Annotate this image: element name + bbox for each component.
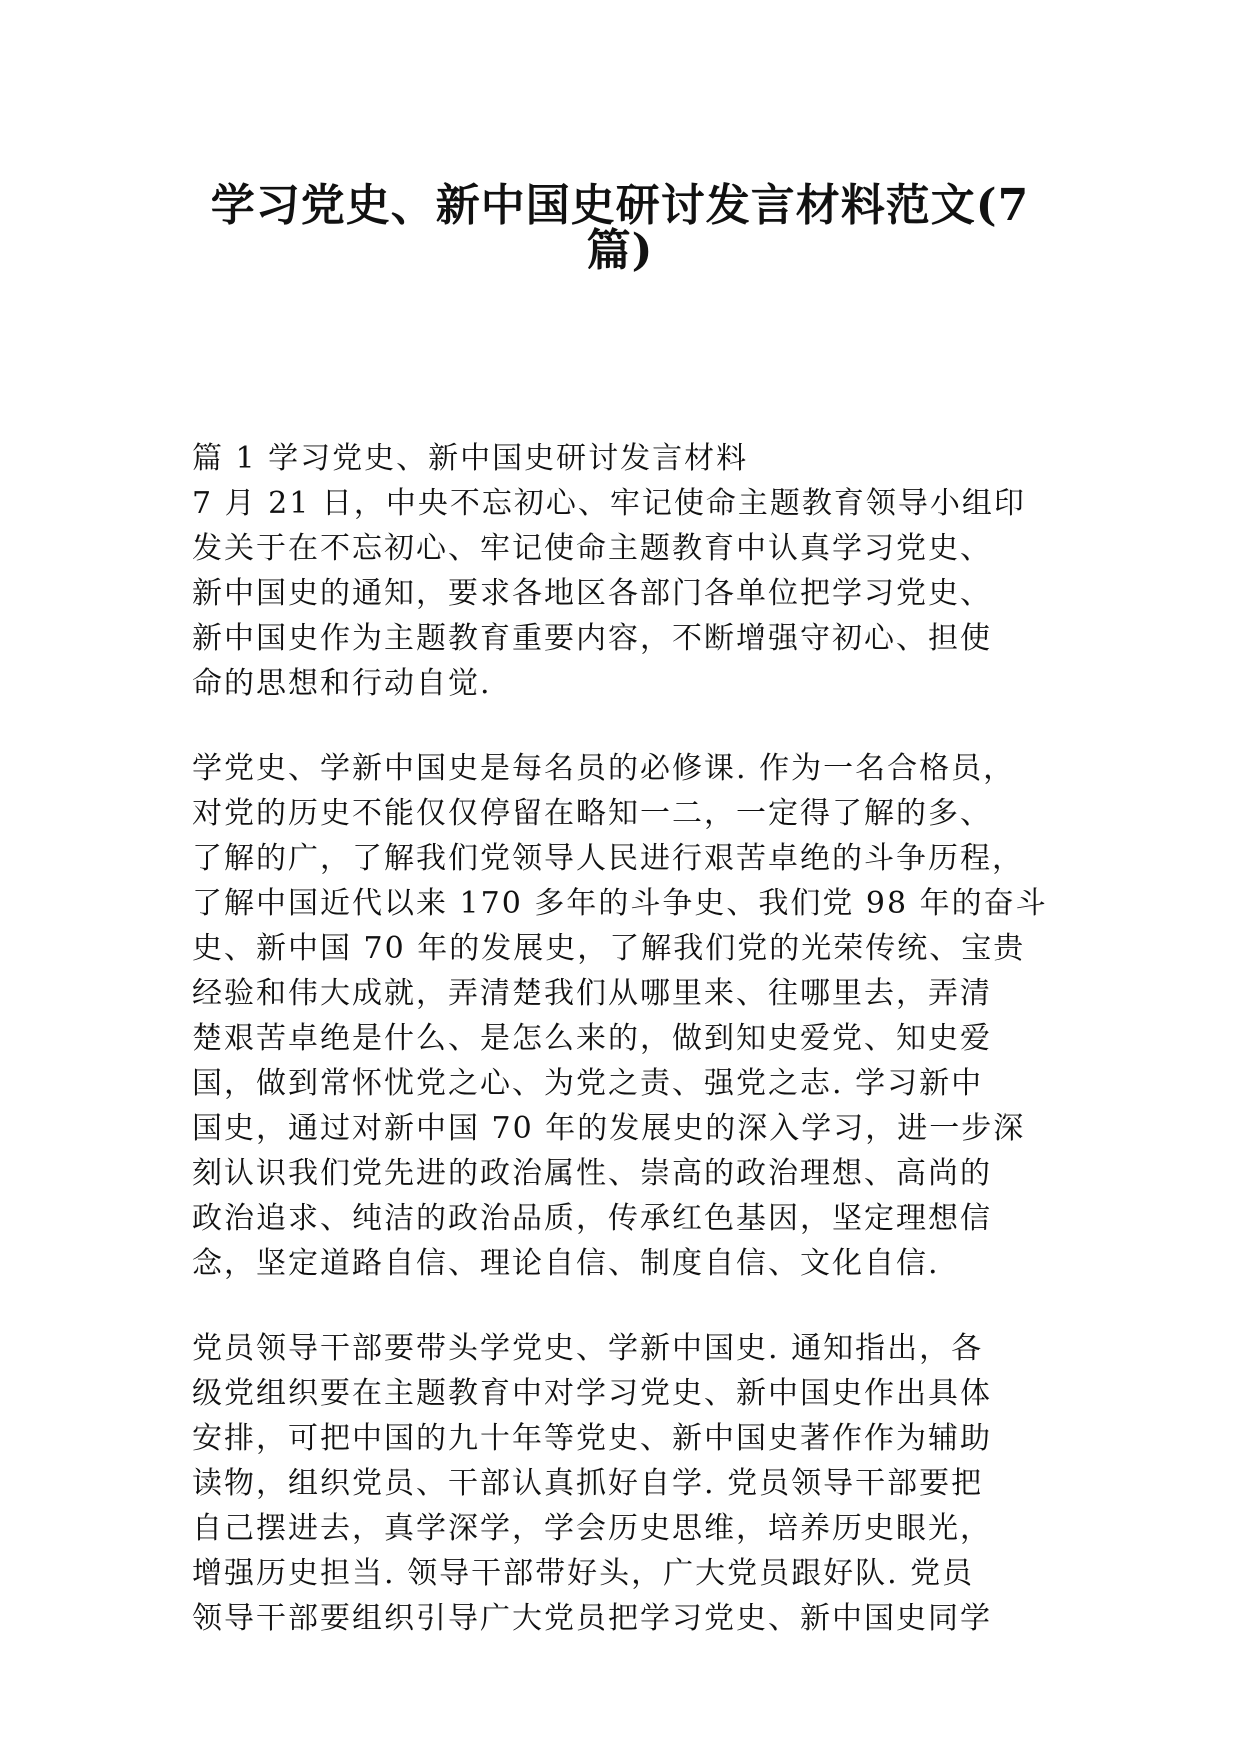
paragraph-line: 政治追求、纯洁的政治品质，传承红色基因，坚定理想信	[192, 1201, 992, 1236]
paragraph-line: 学党史、学新中国史是每名员的必修课. 作为一名合格员，	[192, 751, 1016, 786]
paragraph-line: 领导干部要组织引导广大党员把学习党史、新中国史同学	[192, 1601, 992, 1636]
paragraph-line: 级党组织要在主题教育中对学习党史、新中国史作出具体	[192, 1376, 992, 1411]
paragraph-line: 国史，通过对新中国 70 年的发展史的深入学习，进一步深	[192, 1111, 1026, 1146]
paragraph-line: 发关于在不忘初心、牢记使命主题教育中认真学习党史、	[192, 531, 992, 566]
paragraph-line: 自己摆进去，真学深学，学会历史思维，培养历史眼光，	[192, 1511, 992, 1546]
document-title-line-1: 学习党史、新中国史研讨发言材料范文(7	[210, 180, 1030, 231]
paragraph-line: 新中国史的通知，要求各地区各部门各单位把学习党史、	[192, 576, 992, 611]
paragraph-line: 经验和伟大成就，弄清楚我们从哪里来、往哪里去，弄清	[192, 976, 992, 1011]
paragraph-line: 命的思想和行动自觉.	[192, 666, 492, 701]
paragraph-line: 史、新中国 70 年的发展史，了解我们党的光荣传统、宝贵	[192, 931, 1026, 966]
paragraph-line: 念，坚定道路自信、理论自信、制度自信、文化自信.	[192, 1246, 940, 1281]
paragraph-line: 安排，可把中国的九十年等党史、新中国史著作作为辅助	[192, 1421, 992, 1456]
paragraph-1	[192, 481, 1052, 706]
paragraph-line: 增强历史担当. 领导干部带好头，广大党员跟好队. 党员	[192, 1556, 975, 1591]
paragraph-3	[192, 1326, 1052, 1641]
paragraph-line: 读物，组织党员、干部认真抓好自学. 党员领导干部要把	[192, 1466, 984, 1501]
paragraph-line: 对党的历史不能仅仅停留在略知一二，一定得了解的多、	[192, 796, 992, 831]
paragraph-2	[192, 746, 1052, 1286]
paragraph-spacer	[192, 1286, 1052, 1326]
document-title-line-2: 篇)	[586, 225, 654, 276]
paragraph-line: 了解中国近代以来 170 多年的斗争史、我们党 98 年的奋斗	[192, 886, 1048, 921]
paragraph-line: 新中国史作为主题教育重要内容，不断增强守初心、担使	[192, 621, 992, 656]
paragraph-spacer	[192, 706, 1052, 746]
paragraph-line: 党员领导干部要带头学党史、学新中国史. 通知指出，各	[192, 1331, 984, 1366]
paragraph-line: 楚艰苦卓绝是什么、是怎么来的，做到知史爱党、知史爱	[192, 1021, 992, 1056]
section-heading: 篇 1 学习党史、新中国史研讨发言材料	[192, 441, 749, 476]
paragraph-line: 刻认识我们党先进的政治属性、崇高的政治理想、高尚的	[192, 1156, 992, 1191]
paragraph-line: 7 月 21 日，中央不忘初心、牢记使命主题教育领导小组印	[192, 486, 1026, 521]
document-title	[170, 176, 1070, 276]
paragraph-line: 国，做到常怀忧党之心、为党之责、强党之志. 学习新中	[192, 1066, 984, 1101]
document-body	[192, 436, 1052, 1641]
paragraph-line: 了解的广，了解我们党领导人民进行艰苦卓绝的斗争历程，	[192, 841, 1024, 876]
